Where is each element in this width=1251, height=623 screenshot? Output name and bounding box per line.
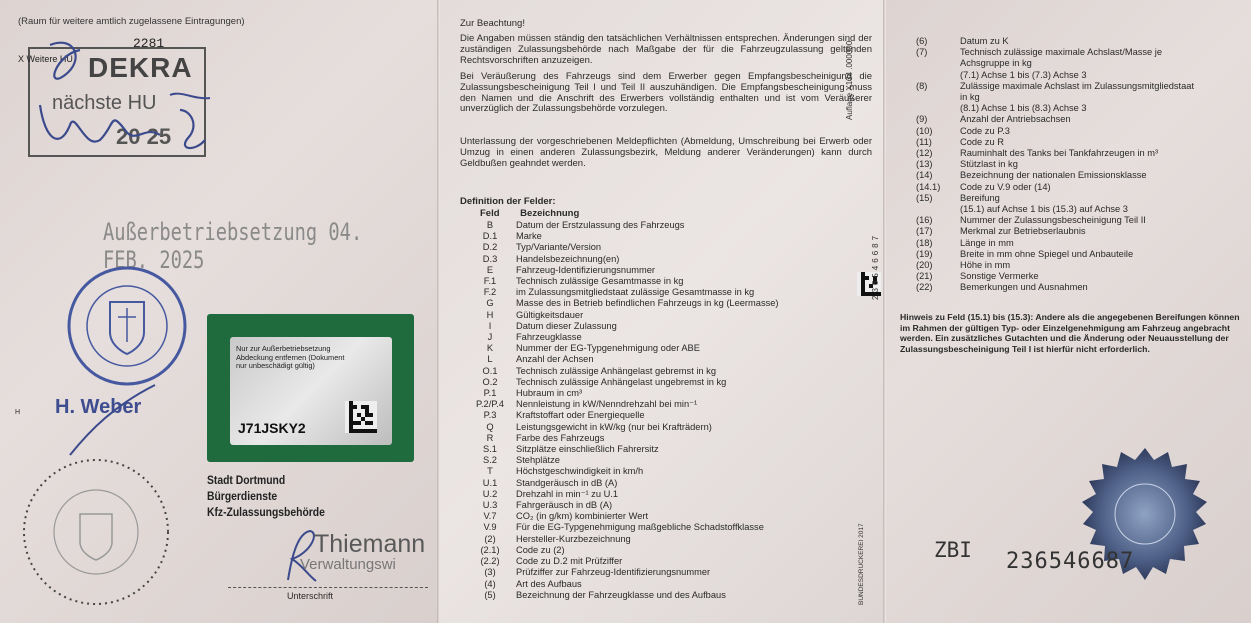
field-row — [464, 242, 824, 253]
beachtung-para-3: Unterlassung der vorgeschriebenen Meldepflichten (Abmeldung, Umschreibung bei Erwerb oder Umzug in einen anderen Zulassungsbezirk, Meldung anderer Veränderungen) kann durch Geldbußen geahndet werden. — [460, 136, 872, 169]
field-description: Datum dieser Zulassung — [516, 320, 617, 331]
field-code: D.1 — [482, 231, 498, 242]
weber-scrawl — [60, 380, 170, 460]
field-code: P.1 — [483, 388, 497, 399]
hu-year: 20 25 — [116, 124, 172, 149]
field-definitions-continued — [916, 36, 1246, 294]
field-code: K — [486, 343, 494, 354]
field-row — [916, 159, 1246, 170]
field-description: Breite in mm ohne Spiegel und Anbauteile — [960, 248, 1134, 259]
field-row — [916, 114, 1246, 125]
raum-text: (Raum für weitere amtlich zugelassene Eintragungen) — [18, 16, 245, 27]
ausserbetriebsetzung-stamp: Außerbetriebsetzung 04. FEB. 2025 — [103, 218, 363, 274]
field-code: (9) — [916, 114, 928, 125]
field-code: S.1 — [483, 444, 497, 455]
field-row — [916, 70, 1246, 81]
field-description: Achsgruppe in kg — [960, 58, 1032, 69]
field-row — [916, 137, 1246, 148]
field-description: Länge in mm — [960, 237, 1014, 248]
field-description: Bezeichnung der Fahrzeugklasse und des Aufbaus — [516, 589, 726, 600]
col-bezeichnung: Bezeichnung — [520, 208, 580, 219]
hu-number: 2281 — [133, 36, 165, 51]
field-row — [464, 343, 824, 354]
field-code: D.3 — [482, 253, 498, 264]
field-row — [464, 590, 824, 601]
field-row — [916, 238, 1246, 249]
field-code: (2.1) — [480, 544, 500, 555]
field-row — [916, 58, 1246, 69]
field-code: (3) — [484, 567, 496, 578]
field-description: Anzahl der Achsen — [516, 354, 594, 365]
field-description: Code zu D.2 mit Prüfziffer — [516, 556, 623, 567]
field-row — [916, 249, 1246, 260]
field-description: Typ/Variante/Version — [516, 242, 602, 253]
field-code: (13) — [916, 159, 933, 170]
field-description: Code zu V.9 oder (14) — [960, 181, 1051, 192]
field-row — [464, 231, 824, 242]
field-description: Stehplätze — [516, 455, 560, 466]
field-description: (7.1) Achse 1 bis (7.3) Achse 3 — [960, 69, 1087, 80]
field-code: (17) — [916, 226, 933, 237]
left-panel — [0, 0, 440, 623]
field-row — [464, 265, 824, 276]
field-description: (8.1) Achse 1 bis (8.3) Achse 3 — [960, 103, 1087, 114]
field-row — [916, 126, 1246, 137]
handwriting-scrawl — [30, 30, 220, 160]
field-row — [464, 522, 824, 533]
field-code: D.2 — [482, 242, 498, 253]
field-code: P.3 — [483, 410, 497, 421]
field-code: (7) — [916, 47, 928, 58]
verwaltung-stamp: Verwaltungswi — [300, 556, 396, 573]
field-row — [464, 422, 824, 433]
field-definitions — [464, 220, 824, 601]
field-code: E — [486, 264, 494, 275]
field-row — [464, 489, 824, 500]
field-description: Technisch zulässige Anhängelast ungebremst in kg — [516, 376, 727, 387]
field-row — [916, 170, 1246, 181]
field-row — [464, 500, 824, 511]
field-description: Stützlast in kg — [960, 159, 1018, 170]
field-row — [916, 148, 1246, 159]
field-code — [916, 103, 960, 114]
field-row — [464, 478, 824, 489]
field-description: Kraftstoffart oder Energiequelle — [516, 410, 645, 421]
field-code: (5) — [484, 589, 496, 600]
field-row — [464, 366, 824, 377]
field-code: (6) — [916, 36, 928, 46]
field-description: Nennleistung in kW/Nenndrehzahl bei min⁻¹ — [516, 399, 698, 410]
office-dept: Bürgerdienste — [207, 491, 278, 503]
field-description: Bezeichnung der nationalen Emissionsklasse — [960, 170, 1147, 181]
field-row — [916, 193, 1246, 204]
field-description: Fahrgeräusch in dB (A) — [516, 500, 613, 511]
field-row — [464, 332, 824, 343]
field-row — [464, 433, 824, 444]
beachtung-para-2: Bei Veräußerung des Fahrzeugs sind dem Erwerber gegen Empfangsbescheinigung die Zulassungsbescheinigung Teil I und Teil II auszuhändigen. Die Empfangsbescheinigung muss den Namen und die Anschrift des Erwerbers vollständig enthalten und ist vom Veräußerer unverzüglich der Zulassungsbehörde vorzulegen. — [460, 71, 872, 115]
field-row — [916, 47, 1246, 58]
field-code — [916, 70, 960, 81]
field-code: L — [487, 354, 493, 365]
field-code: (4) — [484, 578, 496, 589]
field-row — [916, 182, 1246, 193]
field-row — [464, 399, 824, 410]
datamatrix-icon — [345, 400, 377, 434]
field-description: Bemerkungen und Ausnahmen — [960, 282, 1088, 293]
field-description: in kg — [960, 92, 980, 103]
field-row — [464, 220, 824, 231]
field-row — [464, 254, 824, 265]
field-code: (12) — [916, 148, 933, 159]
field-code: (21) — [916, 271, 933, 282]
zbi-label: ZBI — [934, 538, 972, 562]
field-description: Gültigkeitsdauer — [516, 309, 584, 320]
field-row — [916, 204, 1246, 215]
field-description: (15.1) auf Achse 1 bis (15.3) auf Achse 3 — [960, 204, 1128, 215]
weitere-hu-label: X Weitere HU — [18, 54, 73, 64]
field-code: V.7 — [483, 511, 497, 522]
field-description: Code zu (2) — [516, 544, 565, 555]
field-row — [464, 444, 824, 455]
field-row — [916, 282, 1246, 293]
field-description: Code zu P.3 — [960, 125, 1010, 136]
field-description: Fahrzeug-Identifizierungsnummer — [516, 264, 655, 275]
thiemann-stamp: Thiemann — [314, 530, 426, 558]
field-code: H — [486, 309, 494, 320]
field-row — [916, 92, 1246, 103]
field-code: O.1 — [482, 365, 498, 376]
field-row — [464, 298, 824, 309]
field-description: Höhe in mm — [960, 260, 1011, 271]
field-description: Hubraum in cm³ — [516, 388, 583, 399]
field-code: (8) — [916, 80, 928, 91]
office-city: Stadt Dortmund — [207, 475, 286, 487]
field-description: Farbe des Fahrzeugs — [516, 432, 605, 443]
col-feld: Feld — [480, 208, 500, 219]
field-description: im Zulassungsmitgliedstaat zulässige Gesamtmasse in kg — [516, 287, 755, 298]
field-row — [464, 579, 824, 590]
field-description: Für die EG-Typgenehmigung maßgebliche Schadstoffklasse — [516, 522, 764, 533]
hinweis-note: Hinweis zu Feld (15.1) bis (15.3): Andere als die angegebenen Bereifungen können im Rahmen der gültigen Typ- oder Einzelgenehmigung am Fahrzeug angebracht werden. Ein zusätzliches Gutachten und die Änderung oder Neuausstellung der Zulassungsbescheinigung Teil I ist hierfür nicht erforderlich. — [900, 312, 1240, 354]
field-description: Art des Aufbaus — [516, 578, 582, 589]
dekra-stamp: DEKRA — [88, 52, 193, 83]
beachtung-para-1: Die Angaben müssen ständig den tatsächlichen Verhältnissen entsprechen. Änderungen sind der zuständigen Zulassungsbehörde nach Maßgabe der für die Fahrzeugzulassung geltenden Rechtsvorschriften anzuzeigen. — [460, 33, 872, 66]
field-code: B — [486, 220, 494, 230]
dotted-seal-icon — [18, 452, 173, 612]
field-row — [464, 545, 824, 556]
field-code: (14.1) — [916, 181, 941, 192]
field-description: Zulässige maximale Achslast im Zulassungsmitgliedstaat — [960, 80, 1195, 91]
field-code — [916, 204, 960, 215]
field-row — [464, 377, 824, 388]
field-description: Standgeräusch in dB (A) — [516, 477, 618, 488]
field-row — [464, 567, 824, 578]
field-row — [464, 354, 824, 365]
unterschrift-label: Unterschrift — [287, 591, 334, 601]
field-code: (20) — [916, 260, 933, 271]
field-code: (22) — [916, 282, 933, 293]
field-row — [464, 455, 824, 466]
field-code: U.2 — [482, 488, 498, 499]
field-code: (11) — [916, 136, 932, 147]
field-code: T — [487, 466, 493, 477]
field-code: Q — [486, 421, 494, 432]
field-description: Nummer der EG-Typgenehmigung oder ABE — [516, 343, 700, 354]
middle-panel — [440, 0, 886, 623]
h-mark: H — [15, 409, 21, 416]
field-code: F.2 — [483, 287, 497, 298]
field-code — [916, 92, 960, 103]
field-code: J — [487, 332, 493, 343]
field-row — [916, 271, 1246, 282]
field-code — [916, 58, 960, 69]
field-row — [916, 103, 1246, 114]
field-description: Rauminhalt des Tanks bei Tankfahrzeugen in m³ — [960, 148, 1159, 159]
field-description: Bereifung — [960, 192, 1000, 203]
field-row — [464, 410, 824, 421]
field-code: S.2 — [483, 455, 497, 466]
field-description: Anzahl der Antriebsachsen — [960, 114, 1071, 125]
field-description: Datum der Erstzulassung des Fahrzeugs — [516, 220, 685, 230]
right-panel — [886, 0, 1251, 623]
field-header — [480, 208, 579, 219]
issuing-office — [207, 473, 325, 521]
field-row — [464, 321, 824, 332]
naechste-hu-label: nächste HU — [52, 92, 157, 114]
field-description: Fahrzeugklasse — [516, 332, 582, 343]
field-description: Leistungsgewicht in kW/kg (nur bei Krafträdern) — [516, 421, 712, 432]
field-row — [916, 36, 1246, 47]
field-row — [916, 81, 1246, 92]
field-description: Masse des in Betrieb befindlichen Fahrzeugs in kg (Leermasse) — [516, 298, 779, 309]
field-row — [916, 215, 1246, 226]
field-description: Marke — [516, 231, 542, 242]
field-code: G — [486, 298, 494, 309]
vertical-code: Auflage X134 .000000 — [845, 40, 854, 120]
field-code: (19) — [916, 248, 933, 259]
field-row — [464, 388, 824, 399]
field-code: (16) — [916, 215, 933, 226]
field-code: U.1 — [482, 477, 498, 488]
office-authority: Kfz-Zulassungsbehörde — [207, 507, 325, 519]
field-description: Technisch zulässige Anhängelast gebremst in kg — [516, 365, 717, 376]
field-row — [464, 287, 824, 298]
field-row — [464, 310, 824, 321]
field-row — [916, 226, 1246, 237]
field-row — [464, 276, 824, 287]
field-row — [464, 466, 824, 477]
field-description: Datum zu K — [960, 36, 1009, 46]
field-row — [464, 511, 824, 522]
field-code: (14) — [916, 170, 933, 181]
field-code: V.9 — [483, 522, 497, 533]
field-code: I — [488, 320, 492, 331]
field-code: U.3 — [482, 500, 498, 511]
field-description: Technisch zulässige Gesamtmasse in kg — [516, 276, 684, 287]
vertical-digits: 236546687 — [871, 232, 880, 300]
city-seal-icon — [62, 262, 192, 390]
field-code: O.2 — [482, 376, 498, 387]
zbi-number: 236546687 — [1006, 549, 1135, 574]
printer-mark: BUNDESDRUCKEREI 2017 — [858, 523, 865, 605]
field-description: Handelsbezeichnung(en) — [516, 253, 620, 264]
field-code: (10) — [916, 125, 933, 136]
field-description: CO₂ (in g/km) kombinierter Wert — [516, 511, 649, 522]
field-description: Sitzplätze einschließlich Fahrersitz — [516, 444, 659, 455]
sticker-instructions: Nur zur Außerbetriebsetzung Abdeckung entfernen (Dokument nur unbeschädigt gültig) — [236, 344, 345, 370]
field-code: F.1 — [483, 276, 497, 287]
field-code: (18) — [916, 237, 933, 248]
field-description: Drehzahl in min⁻¹ zu U.1 — [516, 488, 619, 499]
field-row — [916, 260, 1246, 271]
field-row — [464, 556, 824, 567]
field-code: P.2/P.4 — [475, 399, 505, 410]
field-row — [464, 534, 824, 545]
sticker-code: J71JSKY2 — [238, 420, 306, 436]
field-description: Prüfziffer zur Fahrzeug-Identifizierungsnummer — [516, 567, 711, 578]
field-description: Merkmal zur Betriebserlaubnis — [960, 226, 1086, 237]
beachtung-title: Zur Beachtung! — [460, 18, 525, 29]
field-code: (2) — [484, 533, 496, 544]
field-description: Hersteller-Kurzbezeichnung — [516, 533, 631, 544]
field-code: R — [486, 432, 494, 443]
field-description: Nummer der Zulassungsbescheinigung Teil II — [960, 215, 1146, 226]
field-description: Technisch zulässige maximale Achslast/Masse je — [960, 47, 1163, 58]
field-code: (15) — [916, 192, 933, 203]
field-description: Code zu R — [960, 136, 1004, 147]
signature-line — [228, 587, 428, 588]
field-description: Sonstige Vermerke — [960, 271, 1039, 282]
weber-signature: H. Weber — [55, 396, 142, 418]
definition-title: Definition der Felder: — [460, 196, 556, 207]
field-code: (2.2) — [480, 556, 500, 567]
field-description: Höchstgeschwindigkeit in km/h — [516, 466, 644, 477]
